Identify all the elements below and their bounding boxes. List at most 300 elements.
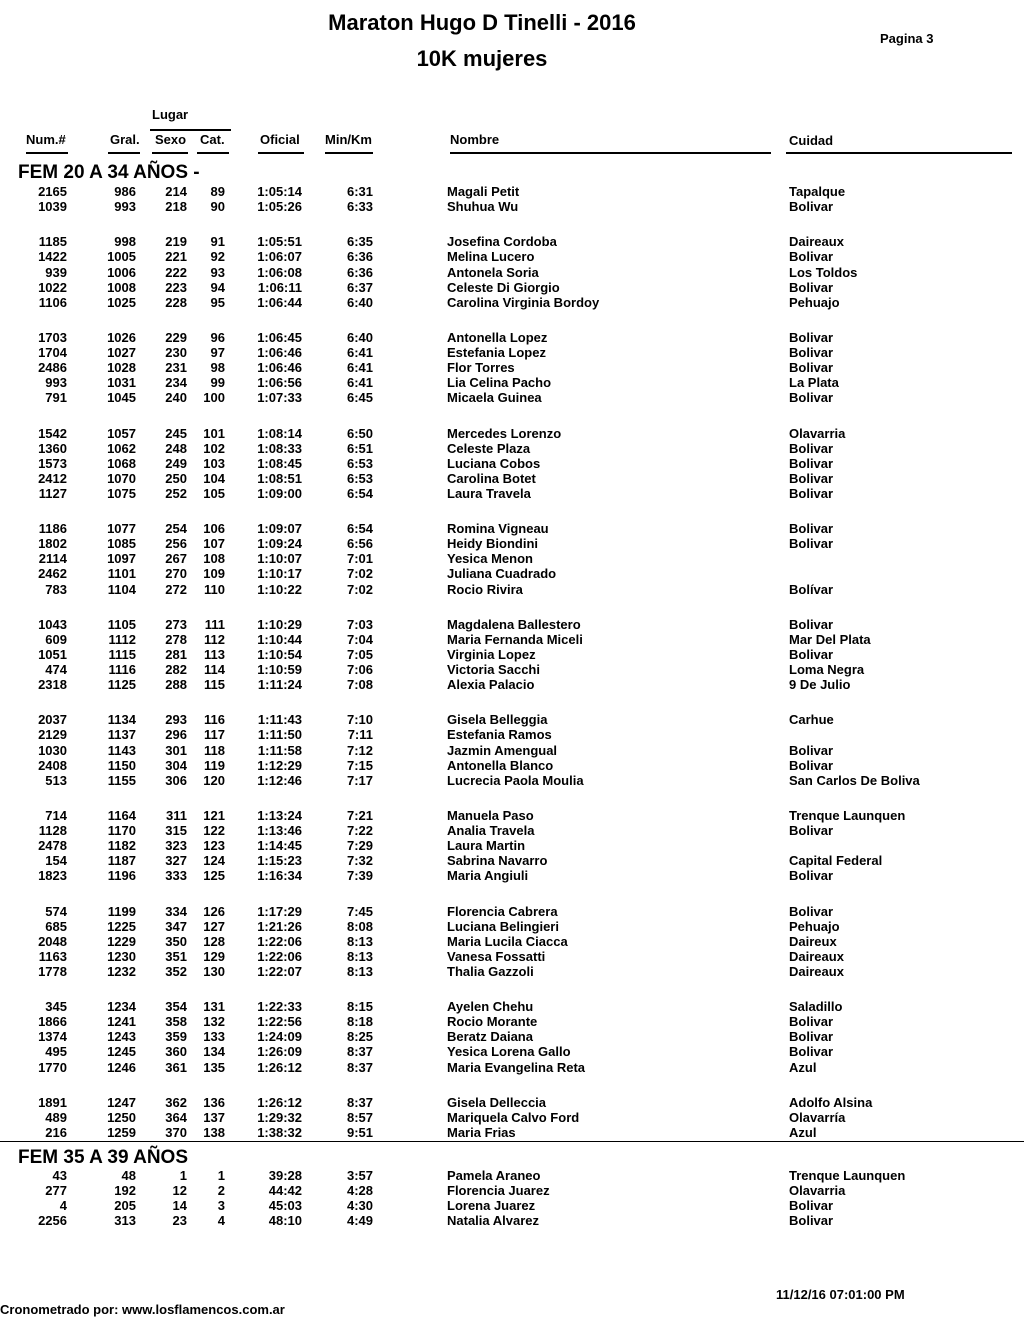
runner-name: Magdalena Ballestero: [447, 616, 581, 632]
gender-place: 270: [165, 566, 187, 582]
gender-place: 267: [165, 551, 187, 567]
official-time: 1:26:12: [257, 1059, 302, 1075]
header-underline: [450, 152, 771, 154]
bib-number: 1039: [38, 199, 67, 215]
runner-name: Alexia Palacio: [447, 677, 535, 693]
column-header-minkm: Min/Km: [325, 132, 372, 147]
runner-name: Analia Travela: [447, 823, 535, 838]
column-header-oficial: Oficial: [260, 132, 300, 147]
table-row: [0, 647, 1024, 662]
official-time: 1:22:07: [257, 963, 302, 979]
bib-number: 1128: [38, 823, 67, 838]
category-place: 132: [203, 1014, 225, 1030]
official-time: 1:11:43: [257, 712, 302, 728]
official-time: 1:12:46: [257, 772, 302, 788]
header-underline: [197, 152, 229, 154]
runner-city: Bolivar: [789, 390, 834, 406]
bib-number: 939: [45, 264, 67, 280]
pace: 6:36: [346, 249, 373, 265]
runner-city: Bolivar: [789, 742, 834, 758]
category-place: 126: [203, 903, 225, 919]
category-place: 116: [204, 712, 225, 728]
gender-place: 360: [165, 1044, 187, 1060]
bib-number: 1422: [38, 249, 67, 265]
table-row: [0, 1044, 1024, 1059]
runner-city: Azul: [789, 1059, 817, 1075]
official-time: 1:05:26: [257, 199, 302, 215]
gender-place: 256: [165, 536, 187, 552]
pace: 6:53: [346, 470, 373, 486]
overall-place: 998: [114, 234, 136, 250]
runner-city: Olavarría: [789, 1109, 846, 1125]
gender-place: 249: [165, 455, 187, 471]
gender-place: 293: [165, 712, 187, 728]
gender-place: 273: [165, 616, 187, 632]
official-time: 1:05:14: [257, 184, 302, 199]
runner-name: Antonella Blanco: [447, 757, 554, 773]
runner-name: Beratz Daiana: [447, 1029, 533, 1045]
table-row: [0, 1029, 1024, 1044]
pace: 8:57: [346, 1109, 373, 1125]
table-row: [0, 345, 1024, 360]
official-time: 39:28: [268, 1168, 302, 1183]
table-row: [0, 1183, 1024, 1198]
pace: 6:37: [346, 279, 373, 295]
category-place: 115: [204, 677, 225, 693]
runner-city: Bolivar: [789, 1198, 834, 1214]
overall-place: 1025: [107, 294, 136, 310]
gender-place: 231: [165, 360, 187, 376]
runner-name: Jazmin Amengual: [447, 742, 558, 758]
overall-place: 1045: [107, 390, 136, 406]
overall-place: 1116: [108, 662, 136, 677]
bib-number: 1703: [38, 329, 67, 345]
overall-place: 1170: [107, 823, 136, 838]
official-time: 1:22:06: [257, 933, 302, 949]
official-time: 48:10: [268, 1213, 302, 1229]
overall-place: 1143: [107, 742, 136, 758]
category-place: 3: [217, 1198, 225, 1214]
official-time: 1:22:06: [257, 948, 302, 964]
pace: 7:39: [346, 868, 373, 884]
runner-city: Bolívar: [789, 581, 834, 597]
header-underline: [108, 152, 140, 154]
category-place: 114: [204, 662, 225, 677]
runner-city: Bolivar: [789, 329, 834, 345]
official-time: 1:21:26: [257, 918, 302, 934]
pace: 8:13: [346, 948, 373, 964]
pace: 7:10: [346, 712, 373, 728]
bib-number: 1051: [38, 646, 67, 662]
bib-number: 2114: [38, 551, 67, 567]
runner-city: Bolivar: [789, 1014, 834, 1030]
pace: 8:37: [346, 1059, 373, 1075]
category-place: 104: [203, 470, 225, 486]
pace: 6:53: [346, 455, 373, 471]
official-time: 1:06:46: [257, 360, 302, 376]
pace: 8:15: [346, 999, 373, 1015]
overall-place: 1008: [107, 279, 136, 295]
pace: 7:01: [346, 551, 373, 567]
bib-number: 154: [45, 853, 67, 869]
table-row: [0, 773, 1024, 788]
overall-place: 313: [114, 1213, 136, 1229]
pace: 4:30: [346, 1198, 373, 1214]
runner-name: Romina Vigneau: [447, 521, 549, 537]
category-place: 131: [203, 999, 225, 1015]
overall-place: 1026: [107, 329, 136, 345]
runner-name: Pamela Araneo: [447, 1168, 541, 1183]
gender-place: 306: [165, 772, 187, 788]
table-row: [0, 677, 1024, 692]
runner-name: Mariquela Calvo Ford: [447, 1109, 580, 1125]
runner-city: Bolivar: [789, 1044, 834, 1060]
bib-number: 2318: [38, 677, 67, 693]
runner-city: Azul: [789, 1124, 817, 1140]
table-row: [0, 1060, 1024, 1075]
category-place: 136: [203, 1094, 225, 1110]
gender-place: 222: [165, 264, 187, 280]
runner-city: La Plata: [789, 375, 839, 391]
pace: 7:04: [346, 631, 373, 647]
pace: 6:33: [346, 199, 373, 215]
category-place: 118: [204, 742, 225, 758]
gender-place: 14: [172, 1198, 187, 1214]
category-place: 103: [203, 455, 225, 471]
gender-place: 304: [165, 757, 187, 773]
runner-name: Yesica Lorena Gallo: [447, 1044, 571, 1060]
table-row: [0, 471, 1024, 486]
gender-place: 358: [165, 1014, 187, 1030]
table-row: [0, 662, 1024, 677]
runner-city: Los Toldos: [789, 264, 858, 280]
bib-number: 1770: [38, 1059, 67, 1075]
category-heading: FEM 35 A 39 AÑOS: [18, 1147, 188, 1168]
overall-place: 1250: [107, 1109, 136, 1125]
official-time: 1:26:09: [257, 1044, 302, 1060]
bib-number: 2412: [38, 470, 67, 486]
gender-place: 23: [172, 1213, 187, 1229]
category-place: 112: [204, 631, 225, 647]
overall-place: 1246: [107, 1059, 136, 1075]
table-row: [0, 1198, 1024, 1213]
official-time: 1:10:59: [257, 662, 302, 677]
overall-place: 1137: [107, 727, 136, 743]
table-row: [0, 868, 1024, 883]
official-time: 44:42: [268, 1183, 302, 1199]
gender-place: 250: [165, 470, 187, 486]
official-time: 1:06:44: [257, 294, 302, 310]
runner-name: Lucrecia Paola Moulia: [447, 772, 584, 788]
overall-place: 1070: [107, 470, 136, 486]
runner-name: Laura Martin: [447, 838, 526, 854]
gender-place: 352: [165, 963, 187, 979]
pace: 6:36: [346, 264, 373, 280]
category-place: 4: [217, 1213, 225, 1229]
category-place: 133: [203, 1029, 225, 1045]
runner-city: Bolivar: [789, 903, 834, 919]
gender-place: 350: [165, 933, 187, 949]
category-place: 134: [203, 1044, 225, 1060]
category-place: 90: [210, 199, 225, 215]
table-row: [0, 536, 1024, 551]
pace: 4:49: [346, 1213, 373, 1229]
table-row: [0, 486, 1024, 501]
category-place: 130: [203, 963, 225, 979]
runner-name: Juliana Cuadrado: [447, 566, 557, 582]
official-time: 1:05:51: [257, 234, 302, 250]
table-row: [0, 199, 1024, 214]
runner-name: Rocio Rivira: [447, 581, 523, 597]
gender-place: 315: [165, 823, 187, 838]
runner-city: Bolivar: [789, 360, 834, 376]
runner-name: Celeste Di Giorgio: [447, 279, 560, 295]
category-place: 96: [210, 329, 225, 345]
header-underline: [258, 152, 304, 154]
table-row: [0, 727, 1024, 742]
pace: 8:18: [346, 1014, 373, 1030]
table-row: [0, 743, 1024, 758]
table-row: [0, 551, 1024, 566]
category-place: 138: [203, 1124, 225, 1140]
overall-place: 1245: [107, 1044, 136, 1060]
category-place: 111: [204, 616, 225, 632]
gender-place: 221: [165, 249, 187, 265]
category-place: 108: [203, 551, 225, 567]
pace: 8:37: [346, 1044, 373, 1060]
overall-place: 1006: [107, 264, 136, 280]
official-time: 1:22:33: [257, 999, 302, 1015]
runner-name: Lorena Juarez: [447, 1198, 536, 1214]
table-row: [0, 390, 1024, 405]
pace: 8:37: [346, 1094, 373, 1110]
page-subtitle: 10K mujeres: [416, 46, 548, 71]
table-row: [0, 1168, 1024, 1183]
pace: 6:41: [346, 375, 373, 391]
official-time: 1:09:07: [257, 521, 302, 537]
runner-city: Bolivar: [789, 536, 834, 552]
official-time: 1:10:54: [257, 646, 302, 662]
table-row: [0, 904, 1024, 919]
gender-place: 219: [165, 234, 187, 250]
bib-number: 216: [45, 1124, 67, 1140]
table-row: [0, 1110, 1024, 1125]
overall-place: 1199: [107, 903, 136, 919]
gender-place: 311: [166, 807, 187, 823]
bib-number: 1022: [38, 279, 67, 295]
pace: 7:45: [346, 903, 373, 919]
pace: 8:08: [346, 918, 373, 934]
bib-number: 1374: [38, 1029, 67, 1045]
overall-place: 1028: [107, 360, 136, 376]
gender-place: 240: [165, 390, 187, 406]
category-place: 92: [210, 249, 225, 265]
official-time: 1:10:17: [257, 566, 302, 582]
overall-place: 1105: [107, 616, 136, 632]
runner-city: Trenque Launquen: [789, 1168, 906, 1183]
official-time: 1:07:33: [257, 390, 302, 406]
pace: 7:02: [346, 581, 373, 597]
category-place: 120: [203, 772, 225, 788]
official-time: 1:10:29: [257, 616, 302, 632]
table-row: [0, 949, 1024, 964]
runner-name: Flor Torres: [447, 360, 515, 376]
pace: 6:56: [346, 536, 373, 552]
overall-place: 1164: [107, 807, 136, 823]
pace: 6:41: [346, 360, 373, 376]
table-row: [0, 265, 1024, 280]
official-time: 1:14:45: [257, 838, 302, 854]
bib-number: 1186: [38, 521, 67, 537]
column-header-ciudad: Cuidad: [789, 133, 834, 148]
runner-name: Maria Angiuli: [447, 868, 529, 884]
runner-city: Bolivar: [789, 616, 834, 632]
official-time: 1:17:29: [257, 903, 302, 919]
official-time: 1:11:24: [257, 677, 302, 693]
official-time: 1:10:22: [257, 581, 302, 597]
bib-number: 2037: [38, 712, 67, 728]
gender-place: 301: [165, 742, 187, 758]
pace: 8:13: [346, 963, 373, 979]
bib-number: 2486: [38, 360, 67, 376]
runner-city: Bolivar: [789, 646, 834, 662]
category-place: 129: [203, 948, 225, 964]
overall-place: 1247: [107, 1094, 136, 1110]
runner-city: Bolivar: [789, 823, 834, 838]
runner-city: Bolivar: [789, 199, 834, 215]
gender-place: 333: [165, 868, 187, 884]
runner-name: Maria Evangelina Reta: [447, 1059, 585, 1075]
table-row: [0, 964, 1024, 979]
category-place: 121: [203, 807, 225, 823]
pace: 8:25: [346, 1029, 373, 1045]
category-place: 128: [203, 933, 225, 949]
bib-number: 513: [45, 772, 67, 788]
runner-name: Lia Celina Pacho: [447, 375, 552, 391]
runner-city: 9 De Julio: [789, 677, 851, 693]
gender-place: 223: [165, 279, 187, 295]
bib-number: 43: [52, 1168, 67, 1183]
official-time: 1:06:45: [257, 329, 302, 345]
table-row: [0, 1125, 1024, 1140]
pace: 7:06: [346, 662, 373, 677]
bib-number: 1360: [38, 440, 67, 456]
bib-number: 1573: [38, 455, 67, 471]
overall-place: 1182: [107, 838, 136, 854]
bib-number: 1802: [38, 536, 67, 552]
runner-name: Sabrina Navarro: [447, 853, 548, 869]
bib-number: 2129: [38, 727, 67, 743]
gender-place: 228: [165, 294, 187, 310]
overall-place: 1243: [107, 1029, 136, 1045]
official-time: 1:24:09: [257, 1029, 302, 1045]
table-row: [0, 758, 1024, 773]
official-time: 1:09:00: [257, 485, 302, 501]
category-place: 105: [203, 485, 225, 501]
official-time: 1:08:33: [257, 440, 302, 456]
runner-city: Bolivar: [789, 279, 834, 295]
header-underline: [26, 152, 68, 154]
bib-number: 1127: [38, 485, 67, 501]
gender-place: 282: [165, 662, 187, 677]
table-row: [0, 441, 1024, 456]
table-row: [0, 934, 1024, 949]
runner-name: Luciana Belingieri: [447, 918, 559, 934]
table-row: [0, 1213, 1024, 1228]
runner-name: Rocio Morante: [447, 1014, 538, 1030]
bib-number: 2408: [38, 757, 67, 773]
overall-place: 205: [114, 1198, 136, 1214]
official-time: 1:06:11: [257, 279, 302, 295]
pace: 4:28: [346, 1183, 373, 1199]
runner-name: Maria Frias: [447, 1124, 516, 1140]
bib-number: 2462: [38, 566, 67, 582]
gender-place: 1: [179, 1168, 187, 1183]
runner-name: Maria Fernanda Miceli: [447, 631, 583, 647]
bib-number: 1185: [38, 234, 67, 250]
bib-number: 993: [45, 375, 67, 391]
runner-name: Vanesa Fossatti: [447, 948, 546, 964]
table-row: [0, 360, 1024, 375]
runner-city: Loma Negra: [789, 662, 865, 677]
bib-number: 474: [45, 662, 67, 677]
runner-city: Daireux: [789, 933, 837, 949]
page-title: Maraton Hugo D Tinelli - 2016: [328, 10, 636, 35]
bib-number: 2478: [38, 838, 67, 854]
bib-number: 714: [45, 807, 67, 823]
overall-place: 1134: [107, 712, 136, 728]
gender-place: 347: [165, 918, 187, 934]
overall-place: 1057: [107, 425, 136, 441]
official-time: 1:26:12: [257, 1094, 302, 1110]
runner-name: Florencia Juarez: [447, 1183, 550, 1199]
runner-city: Bolivar: [789, 757, 834, 773]
official-time: 1:09:24: [257, 536, 302, 552]
runner-name: Melina Lucero: [447, 249, 535, 265]
table-row: [0, 808, 1024, 823]
category-place: 124: [203, 853, 225, 869]
category-place: 122: [203, 823, 225, 838]
category-place: 94: [210, 279, 225, 295]
runner-name: Shuhua Wu: [447, 199, 519, 215]
runner-name: Gisela Delleccia: [447, 1094, 547, 1110]
overall-place: 1085: [107, 536, 136, 552]
runner-city: Bolivar: [789, 470, 834, 486]
runner-city: Pehuajo: [789, 918, 840, 934]
table-row: [0, 853, 1024, 868]
runner-city: Daireaux: [789, 234, 844, 250]
table-row: [0, 521, 1024, 536]
runner-city: Bolivar: [789, 485, 834, 501]
gender-place: 288: [165, 677, 187, 693]
official-time: 1:06:08: [257, 264, 302, 280]
official-time: 1:15:23: [257, 853, 302, 869]
official-time: 1:13:24: [257, 807, 302, 823]
runner-name: Micaela Guinea: [447, 390, 542, 406]
category-place: 97: [210, 345, 225, 360]
overall-place: 1115: [108, 646, 136, 662]
overall-place: 1241: [107, 1014, 136, 1030]
pace: 7:03: [346, 616, 373, 632]
gender-place: 252: [165, 485, 187, 501]
overall-place: 986: [114, 184, 136, 199]
table-row: [0, 456, 1024, 471]
bib-number: 2256: [38, 1213, 67, 1229]
table-row: [0, 582, 1024, 597]
gender-place: 229: [165, 329, 187, 345]
pace: 6:41: [346, 345, 373, 360]
runner-city: Bolivar: [789, 521, 834, 537]
